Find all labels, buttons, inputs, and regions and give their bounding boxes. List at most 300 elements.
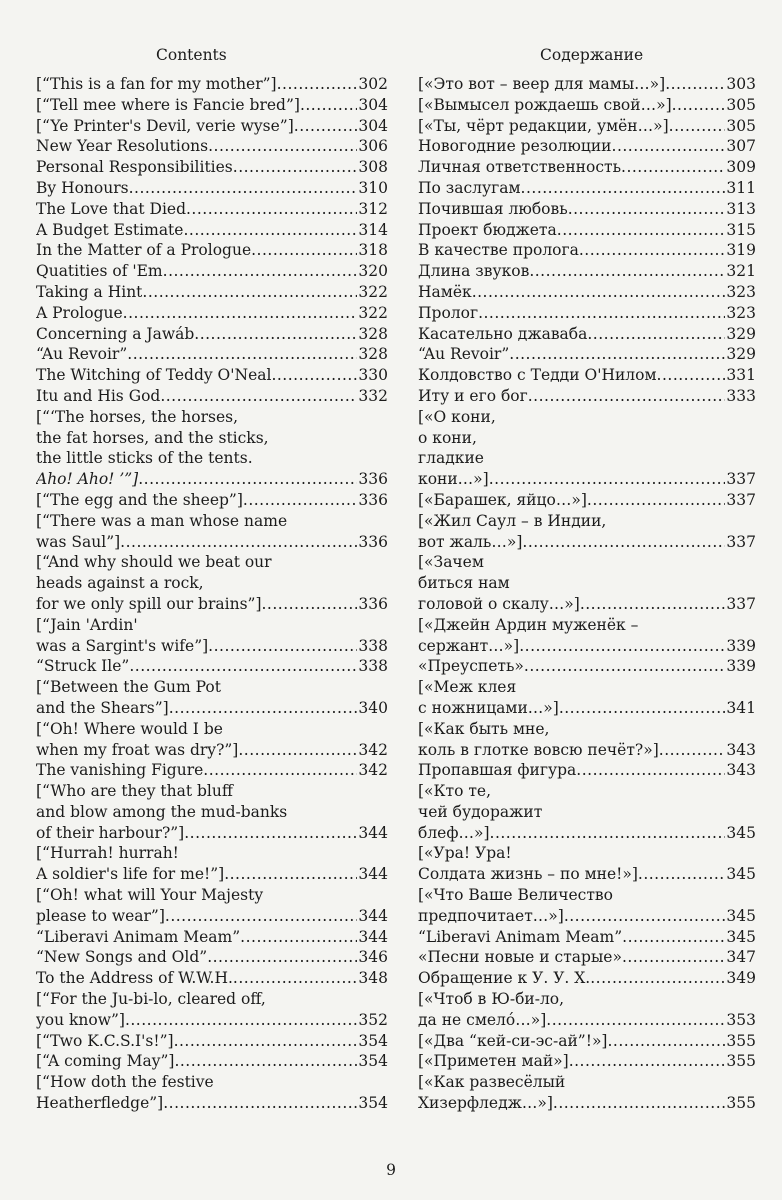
toc-page-number: 355	[726, 1031, 756, 1050]
dot-leader	[528, 386, 726, 407]
toc-page-number: 342	[358, 740, 388, 759]
toc-page-number: 341	[726, 698, 756, 717]
toc-page-number: 307	[726, 137, 756, 156]
toc-entry-title: [“There was a man whose name	[36, 511, 288, 530]
toc-entry-title: чей будоражит	[418, 802, 543, 821]
toc-page-number: 304	[358, 95, 388, 114]
dot-leader	[576, 760, 725, 781]
toc-line	[36, 407, 388, 428]
toc-page-number: 344	[358, 865, 388, 884]
toc-entry-title: In the Matter of a Prologue	[36, 241, 252, 260]
toc-entry-title: “Au Revoir”	[418, 345, 510, 364]
toc-page-number: 329	[726, 345, 756, 364]
dot-leader	[665, 74, 725, 95]
toc-line	[36, 1093, 388, 1114]
toc-page-number: 354	[358, 1094, 388, 1113]
toc-line	[418, 760, 756, 781]
toc-entry-title: “Liberavi Animam Meam”	[418, 927, 623, 946]
dot-leader	[207, 947, 357, 968]
toc-entry-title: Длина звуков	[418, 262, 530, 281]
toc-page-number: 314	[358, 220, 388, 239]
toc-entry-title: Concerning a Jawáb	[36, 324, 195, 343]
toc-page-number: 344	[358, 823, 388, 842]
toc-line	[418, 407, 756, 428]
dot-leader	[587, 490, 726, 511]
toc-line	[36, 469, 388, 490]
toc-page-number: 333	[726, 386, 756, 405]
toc-line	[36, 781, 388, 802]
toc-entry-title: for we only spill our brains”]	[36, 594, 262, 613]
toc-entry-title: Личная ответственность	[418, 158, 622, 177]
dot-leader	[587, 324, 725, 345]
toc-line	[418, 927, 756, 948]
toc-entry-title: гладкие	[418, 449, 484, 468]
toc-entry-title: Taking a Hint	[36, 282, 143, 301]
toc-line	[36, 1031, 388, 1052]
toc-entry-title: [«Приметен май»]	[418, 1052, 569, 1071]
toc-page-number: 343	[726, 740, 756, 759]
toc-line	[36, 698, 388, 719]
toc-entry-title: when my froat was dry?”]	[36, 740, 239, 759]
toc-entry-title: [«Чтоб в Ю-би-ло,	[418, 990, 565, 1009]
toc-line	[36, 927, 388, 948]
dot-leader	[233, 968, 358, 989]
toc-entry-title: В качестве пролога	[418, 241, 579, 260]
toc-page-number: 344	[358, 927, 388, 946]
dot-leader	[553, 1093, 726, 1114]
toc-line	[418, 220, 756, 241]
dot-leader	[557, 220, 726, 241]
toc-page-number: 337	[726, 470, 756, 489]
toc-line	[418, 552, 756, 573]
dot-leader	[203, 760, 357, 781]
page-number: 9	[386, 1161, 396, 1179]
toc-line	[418, 843, 756, 864]
toc-entry-title: and blow among the mud-banks	[36, 802, 288, 821]
toc-page-number: 353	[726, 1010, 756, 1029]
dot-leader	[522, 532, 725, 553]
toc-entry-title: “Struck Ile”	[36, 657, 130, 676]
toc-entry-title: [“And why should we beat our	[36, 553, 272, 572]
toc-line	[418, 1010, 756, 1031]
toc-page-number: 322	[358, 282, 388, 301]
dot-leader	[564, 906, 726, 927]
toc-line	[36, 802, 388, 823]
toc-page-number: 311	[726, 178, 756, 197]
toc-line	[36, 386, 388, 407]
toc-page-number: 330	[358, 366, 388, 385]
dot-leader	[129, 656, 357, 677]
toc-line	[418, 324, 756, 345]
toc-page-number: 337	[726, 490, 756, 509]
toc-entry-title: Новогодние резолюции	[418, 137, 612, 156]
toc-line	[36, 636, 388, 657]
toc-page-number: 318	[358, 241, 388, 260]
dot-leader	[120, 532, 357, 553]
toc-entry-title: [“Hurrah! hurrah!	[36, 844, 179, 863]
toc-page-number: 336	[358, 470, 388, 489]
toc-entry-title: [«Барашек, яйцо…»]	[418, 490, 587, 509]
toc-entry-title: [“Jain 'Ardin'	[36, 615, 138, 634]
toc-line	[418, 178, 756, 199]
dot-leader	[529, 261, 725, 282]
toc-page-number: 312	[358, 199, 388, 218]
toc-line	[418, 823, 756, 844]
toc-entry-title: [“Oh! Where would I be	[36, 719, 223, 738]
toc-entry-title: [«Два “кей-си-эс-ай”!»]	[418, 1031, 608, 1050]
toc-entry-title: New Year Resolutions	[36, 137, 209, 156]
toc-line	[418, 428, 756, 449]
toc-line	[36, 1010, 388, 1031]
toc-line	[418, 1093, 756, 1114]
toc-entry-title: [“Oh! what will Your Majesty	[36, 886, 264, 905]
toc-entry-title: [«Это вот – веер для мамы…»]	[418, 75, 666, 93]
toc-line	[36, 968, 388, 989]
toc-page-number: 323	[726, 282, 756, 301]
toc-line	[36, 490, 388, 511]
dot-leader	[165, 906, 358, 927]
toc-line	[418, 885, 756, 906]
toc-line	[418, 677, 756, 698]
dot-leader	[590, 968, 725, 989]
dot-leader	[638, 864, 726, 885]
toc-page-number: 345	[726, 823, 756, 842]
toc-entry-title: [«Зачем	[418, 553, 484, 572]
dot-leader	[612, 136, 726, 157]
toc-page-number: 339	[726, 657, 756, 676]
toc-page-number: 310	[358, 178, 388, 197]
toc-entry-title: [«Ты, чёрт редакции, умён…»]	[418, 116, 669, 135]
toc-entry-title: [“For the Ju-bi-lo, cleared off,	[36, 990, 266, 1009]
toc-entry-title: [“Two K.C.S.I's!”]	[36, 1031, 174, 1050]
dot-leader	[163, 1093, 357, 1114]
dot-leader	[579, 240, 726, 261]
toc-line	[36, 303, 388, 324]
toc-entry-title: Касательно джаваба	[418, 324, 588, 343]
toc-page-number: 302	[358, 75, 388, 93]
toc-page-number: 328	[358, 324, 388, 343]
toc-line	[36, 656, 388, 677]
toc-line	[36, 261, 388, 282]
toc-page-number: 354	[358, 1031, 388, 1050]
dot-leader	[174, 1051, 357, 1072]
toc-entry-title: [“A coming May”]	[36, 1052, 175, 1071]
toc-page-number: 329	[726, 324, 756, 343]
toc-line	[36, 448, 388, 469]
dot-leader	[622, 927, 725, 948]
toc-entry-title: was a Sargint's wife”]	[36, 636, 209, 655]
toc-entry-title: [«Вымысел рождаешь свой…»]	[418, 95, 672, 114]
toc-entry-title: A Prologue	[36, 303, 123, 322]
toc-line	[36, 199, 388, 220]
toc-page-number: 355	[726, 1094, 756, 1113]
toc-line	[418, 656, 756, 677]
toc-line	[418, 116, 756, 137]
toc-page-number: 303	[726, 75, 756, 93]
toc-entry-title: The vanishing Figure	[36, 761, 204, 780]
toc-line	[36, 116, 388, 137]
dot-leader	[569, 1051, 726, 1072]
toc-page-number: 339	[726, 636, 756, 655]
toc-page-number: 345	[726, 927, 756, 946]
toc-page-number: 322	[358, 303, 388, 322]
toc-page-number: 337	[726, 594, 756, 613]
toc-entry-title: [«Кто те,	[418, 782, 492, 801]
toc-page-number: 343	[726, 761, 756, 780]
toc-entry-title: [“‘The horses, the horses,	[36, 407, 239, 426]
toc-entry-title: [“Between the Gum Pot	[36, 678, 221, 697]
toc-entry-title: Обращение к У. У. Х.	[418, 969, 591, 988]
toc-line	[418, 490, 756, 511]
toc-line	[418, 365, 756, 386]
toc-page-number: 321	[726, 262, 756, 281]
toc-page-number: 336	[358, 532, 388, 551]
toc-line	[418, 532, 756, 553]
toc-entry-title: [«Меж клея	[418, 678, 517, 697]
toc-entry-title: and the Shears”]	[36, 698, 169, 717]
dot-leader	[174, 1031, 358, 1052]
dot-leader	[138, 469, 357, 490]
toc-entry-title: [“Ye Printer's Devil, verie wyse”]	[36, 116, 294, 135]
dot-leader	[489, 469, 726, 490]
toc-entry-title: [«Жил Саул – в Индии,	[418, 511, 607, 530]
dot-leader	[509, 344, 725, 365]
toc-entry-title: да не смело́…»]	[418, 1010, 547, 1029]
toc-page-number: 305	[726, 95, 756, 114]
dot-leader	[240, 927, 357, 948]
toc-page-number: 348	[358, 969, 388, 988]
toc-line	[36, 677, 388, 698]
dot-leader	[524, 656, 726, 677]
toc-line	[418, 95, 756, 116]
toc-line	[36, 947, 388, 968]
toc-page-number: 332	[358, 386, 388, 405]
toc-line	[36, 615, 388, 636]
toc-line	[36, 864, 388, 885]
dot-leader	[300, 95, 357, 116]
toc-line	[36, 511, 388, 532]
toc-entry-title: Heatherfledge”]	[36, 1094, 164, 1113]
toc-entry-title: “New Songs and Old”	[36, 948, 208, 967]
toc-entry-title: с ножницами…»]	[418, 698, 559, 717]
dot-leader	[127, 344, 357, 365]
toc-entry-title: Itu and His God	[36, 386, 161, 405]
toc-line	[36, 428, 388, 449]
toc-page-number: 349	[726, 969, 756, 988]
toc-line	[418, 261, 756, 282]
toc-entry-title: головой о скалу…»]	[418, 594, 580, 613]
dot-leader	[233, 157, 358, 178]
toc-page-number: 308	[358, 158, 388, 177]
toc-entry-title: Хизерфледж…»]	[418, 1094, 553, 1113]
toc-line	[36, 1051, 388, 1072]
toc-page-number: 309	[726, 158, 756, 177]
toc-entry-title: the fat horses, and the sticks,	[36, 428, 269, 447]
toc-entry-title: Почившая любовь	[418, 199, 568, 218]
toc-entry-title: предпочитает…»]	[418, 906, 564, 925]
toc-line	[418, 573, 756, 594]
toc-entry-title: To the Address of W.W.H.	[36, 969, 233, 988]
toc-line	[418, 469, 756, 490]
toc-entry-title: кони…»]	[418, 470, 489, 489]
toc-line	[418, 698, 756, 719]
toc-entry-title: Колдовство с Тедди О'Нилом	[418, 366, 657, 385]
dot-leader	[238, 740, 357, 761]
toc-line	[36, 552, 388, 573]
dot-leader	[142, 282, 357, 303]
toc-entry-title: By Honours	[36, 178, 129, 197]
dot-leader	[622, 947, 725, 968]
toc-page-number: 340	[358, 698, 388, 717]
toc-line	[36, 823, 388, 844]
dot-leader	[519, 636, 725, 657]
dot-leader	[183, 220, 357, 241]
toc-line	[36, 240, 388, 261]
toc-line	[418, 615, 756, 636]
dot-leader	[160, 386, 357, 407]
toc-entry-title: Солдата жизнь – по мне!»]	[418, 865, 638, 884]
toc-page-number: 355	[726, 1052, 756, 1071]
toc-entry-title: [“The egg and the sheep”]	[36, 490, 243, 509]
toc-line	[36, 719, 388, 740]
toc-line	[418, 344, 756, 365]
dot-leader	[580, 594, 726, 615]
toc-entry-title: [«Как развесёлый	[418, 1073, 566, 1092]
dot-leader	[546, 1010, 725, 1031]
toc-entry-title: Aho! Aho! ’”]	[36, 470, 139, 489]
toc-line	[418, 740, 756, 761]
dot-leader	[224, 864, 357, 885]
toc-page-number: 338	[358, 636, 388, 655]
toc-line	[418, 968, 756, 989]
toc-line	[418, 906, 756, 927]
toc-page-number: 323	[726, 303, 756, 322]
dot-leader	[271, 365, 357, 386]
toc-page-number: 347	[726, 948, 756, 967]
toc-entry-title: [“Who are they that bluff	[36, 782, 233, 801]
toc-page-number: 313	[726, 199, 756, 218]
toc-entry-title: [«Как быть мне,	[418, 719, 550, 738]
toc-line	[36, 906, 388, 927]
english-toc-entries	[36, 74, 388, 1114]
toc-line	[36, 843, 388, 864]
toc-line	[418, 74, 756, 95]
toc-line	[36, 324, 388, 345]
toc-entry-title: the little sticks of the tents.	[36, 449, 253, 468]
dot-leader	[194, 324, 357, 345]
toc-line	[36, 282, 388, 303]
contents-heading-russian: Содержание	[540, 46, 644, 64]
toc-entry-title: please to wear”]	[36, 906, 165, 925]
toc-line	[36, 740, 388, 761]
toc-entry-title: Quatities of 'Em	[36, 262, 163, 281]
toc-line	[418, 864, 756, 885]
dot-leader	[163, 261, 358, 282]
toc-page-number: 336	[358, 490, 388, 509]
toc-page-number: 338	[358, 657, 388, 676]
dot-leader	[559, 698, 726, 719]
toc-line	[418, 282, 756, 303]
toc-entry-title: «Песни новые и старые»	[418, 948, 622, 967]
dot-leader	[186, 199, 357, 220]
toc-entry-title: A Budget Estimate	[36, 220, 184, 239]
toc-page-number: 331	[726, 366, 756, 385]
dot-leader	[659, 740, 726, 761]
toc-entry-title: Пропавшая фигура	[418, 761, 577, 780]
russian-toc-entries	[418, 74, 756, 1114]
toc-page-number: 346	[358, 948, 388, 967]
toc-entry-title: вот жаль…»]	[418, 532, 523, 551]
dot-leader	[669, 116, 726, 137]
toc-entry-title: [«О кони,	[418, 407, 496, 426]
toc-line	[418, 802, 756, 823]
toc-page-number: 315	[726, 220, 756, 239]
toc-page-number: 345	[726, 865, 756, 884]
toc-entry-title: you know”]	[36, 1010, 125, 1029]
toc-line	[418, 781, 756, 802]
toc-entry-title: A soldier's life for me!”]	[36, 865, 225, 884]
dot-leader	[125, 1010, 357, 1031]
dot-leader	[568, 199, 726, 220]
toc-line	[418, 240, 756, 261]
toc-entry-title: “Au Revoir”	[36, 345, 128, 364]
dot-leader	[123, 303, 358, 324]
toc-line	[418, 511, 756, 532]
dot-leader	[657, 365, 726, 386]
toc-line	[418, 199, 756, 220]
toc-line	[36, 573, 388, 594]
toc-line	[36, 760, 388, 781]
toc-line	[36, 178, 388, 199]
toc-line	[418, 636, 756, 657]
toc-entry-title: «Преуспеть»	[418, 657, 524, 676]
dot-leader	[169, 698, 358, 719]
dot-leader	[490, 823, 726, 844]
dot-leader	[251, 240, 357, 261]
dot-leader	[607, 1031, 725, 1052]
toc-page-number: 328	[358, 345, 388, 364]
toc-page-number: 319	[726, 241, 756, 260]
toc-entry-title: блеф…»]	[418, 823, 490, 842]
dot-leader	[208, 136, 357, 157]
toc-page-number: 354	[358, 1052, 388, 1071]
toc-entry-title: The Witching of Teddy O'Neal	[36, 366, 272, 385]
dot-leader	[208, 636, 357, 657]
toc-page-number: 306	[358, 137, 388, 156]
toc-entry-title: [«Джейн Ардин муженёк –	[418, 615, 639, 634]
toc-line	[36, 1072, 388, 1093]
toc-page-number: 342	[358, 761, 388, 780]
toc-page-number: 344	[358, 906, 388, 925]
toc-line	[36, 74, 388, 95]
toc-line	[418, 594, 756, 615]
toc-entry-title: По заслугам	[418, 178, 521, 197]
dot-leader	[294, 116, 358, 137]
toc-entry-title: [“How doth the festive	[36, 1073, 214, 1092]
toc-line	[36, 989, 388, 1010]
dot-leader	[672, 95, 726, 116]
toc-page-number: 304	[358, 116, 388, 135]
toc-entry-title: Пролог	[418, 303, 479, 322]
toc-entry-title: of their harbour?”]	[36, 823, 185, 842]
toc-line	[36, 532, 388, 553]
toc-line	[36, 95, 388, 116]
toc-entry-title: was Saul”]	[36, 532, 121, 551]
toc-entry-title: [«Что Ваше Величество	[418, 886, 613, 905]
toc-page-number: 320	[358, 262, 388, 281]
toc-entry-title: Проект бюджета	[418, 220, 557, 239]
toc-line	[418, 303, 756, 324]
